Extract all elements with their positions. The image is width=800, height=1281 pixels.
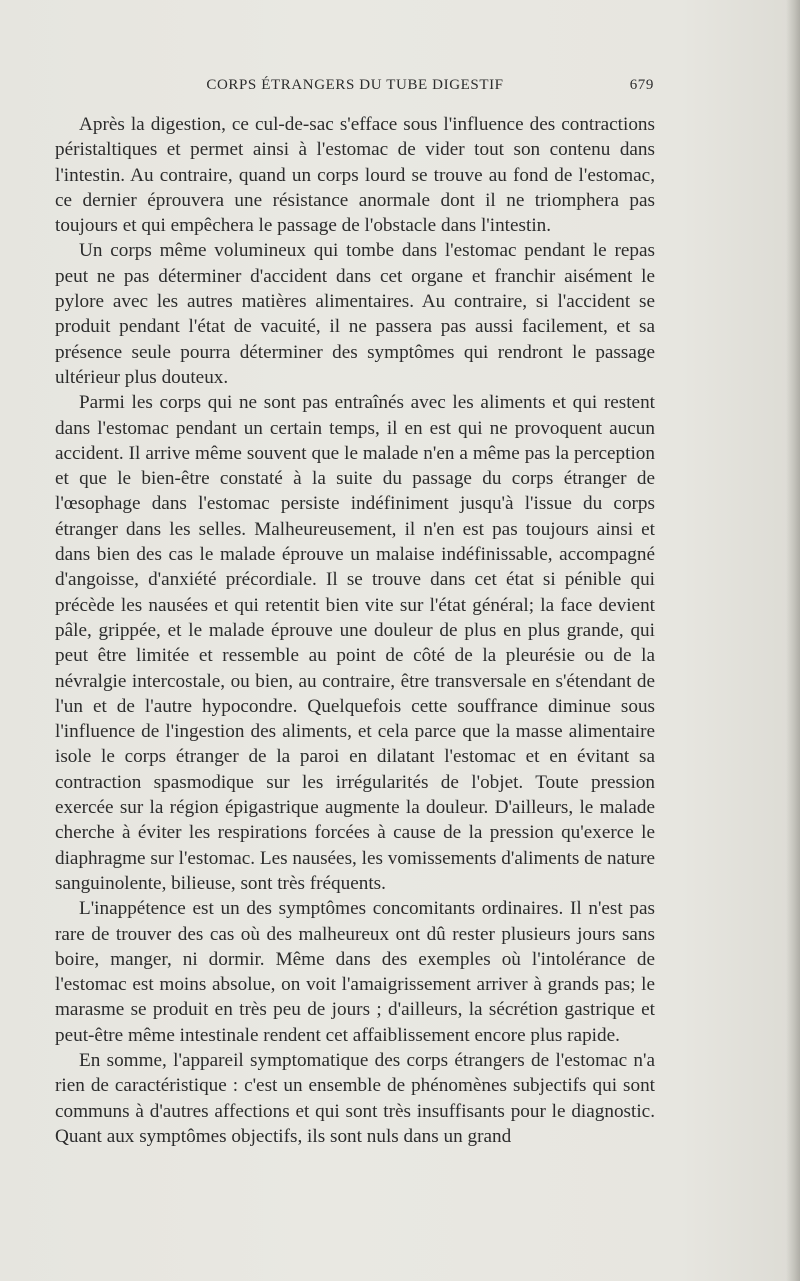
- paragraph: En somme, l'appareil symptomatique des corps étrangers de l'estomac n'a rien de caractéristique : c'est un ensemble de phénomènes subjectifs qui sont communs à d'autres affections et qui sont très insuffisants pour le diagnostic. Quant aux symptômes objectifs, ils sont nuls dans un grand: [55, 1049, 655, 1147]
- paragraph: L'inappétence est un des symptômes concomitants ordinaires. Il n'est pas rare de trouver des cas où des malheureux ont dû rester plusieurs jours sans boire, manger, ni dormir. Même dans des exemples où l'intolérance de l'estomac est moins absolue, on voit l'amaigrissement arriver à grands pas; le marasme se produit en très peu de jours ; d'ailleurs, la sécrétion gastrique et peut-être même intestinale rendent cet affaiblissement encore plus rapide.: [55, 898, 655, 1046]
- running-title: CORPS ÉTRANGERS DU TUBE DIGESTIF: [206, 77, 504, 93]
- paragraph: Après la digestion, ce cul-de-sac s'efface sous l'influence des contractions péristaltiques et permet ainsi à l'estomac de vider tout son contenu dans l'intestin. Au contraire, quand un corps lourd se trouve au fond de l'estomac, ce dernier éprouvera une résistance anormale dont il ne triomphera pas toujours et qui empêchera le passage de l'obstacle dans l'intestin.: [55, 114, 655, 237]
- paragraph: Parmi les corps qui ne sont pas entraînés avec les aliments et qui restent dans l'estomac pendant un certain temps, il en est qui ne provoquent aucun accident. Il arrive même souvent que le malade n'en a même pas la perception et que le bien-être constaté à la suite du passage du corps étranger de l'œsophage dans l'estomac persiste indéfiniment jusqu'à l'issue du corps étranger dans les selles. Malheureusement, il n'en est pas toujours ainsi et dans bien des cas le malade éprouve un malaise indéfinissable, accompagné d'angoisse, d'anxiété précordiale. Il se trouve dans cet état si pénible qui précède les nausées et qui retentit bien vite sur l'état général; la face devient pâle, grippée, et le malade éprouve une douleur de plus en plus grande, qui peut être limitée et ressemble au point de côté de la pleurésie ou de la névralgie intercostale, ou bien, au contraire, être transversale en s'étendant de l'un et de l'autre hypocondre. Quelquefois cette souffrance diminue sous l'influence de l'ingestion des aliments, et cela parce que la masse alimentaire isole le corps étranger de la paroi en dilatant l'estomac et en évitant sa contraction spasmodique sur les irrégularités de l'objet. Toute pression exercée sur la région épigastrique augmente la douleur. D'ailleurs, le malade cherche à éviter les respirations forcées à cause de la pression qu'exerce le diaphragme sur l'estomac. Les nausées, les vomissements d'aliments de nature sanguinolente, bilieuse, sont très fréquents.: [55, 392, 655, 894]
- body-text: [55, 112, 655, 1149]
- page-edge-shadow: [786, 0, 800, 1281]
- running-head: [55, 77, 655, 99]
- paragraph: Un corps même volumineux qui tombe dans l'estomac pendant le repas peut ne pas déterminer d'accident dans cet organe et franchir aisément le pylore avec les autres matières alimentaires. Au contraire, si l'accident se produit pendant l'état de vacuité, il ne passera pas aussi facilement, et sa présence seule pourra déterminer des symptômes qui rendront le passage ultérieur plus douteux.: [55, 240, 655, 388]
- page-number: 679: [629, 77, 654, 93]
